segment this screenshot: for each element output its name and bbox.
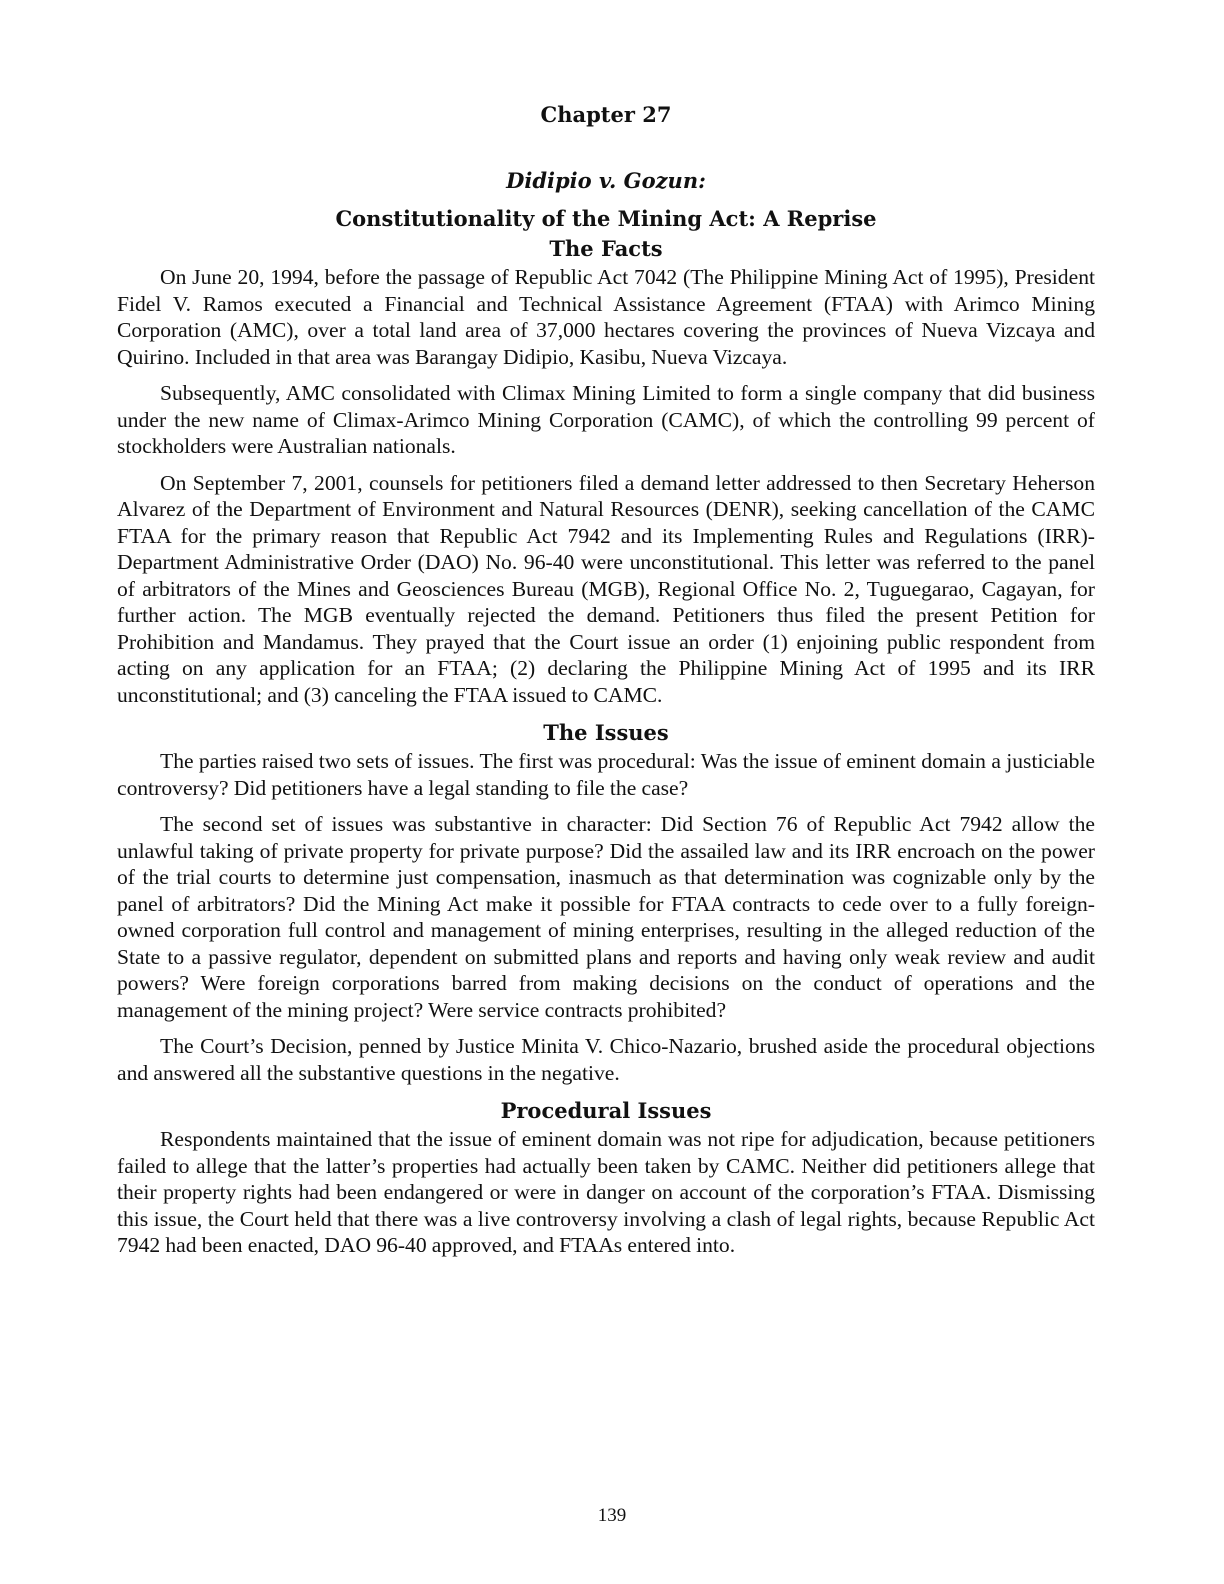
page-number: 139	[597, 1505, 627, 1526]
paragraph: On June 20, 1994, before the passage of Republic Act 7042 (The Philippine Mining Act of 1995), President Fidel V. Ramos executed a Financial and Technical Assistance Agreement (FTAA) with Arimco Mining Corporation (AMC), over a total land area of 37,000 hectares covering the provinces of Nueva Vizcaya and Quirino. Included in that area was Barangay Didipio, Kasibu, Nueva Vizcaya.	[117, 265, 1095, 369]
document-page	[117, 100, 1095, 1269]
chapter-label: Chapter 27	[540, 102, 672, 127]
paragraph: On September 7, 2001, counsels for petitioners filed a demand letter addressed to then Secretary Heherson Alvarez of the Department of Environment and Natural Resources (DENR), seeking cancellation of the CAMC FTAA for the primary reason that Republic Act 7942 and its Implementing Rules and Regulations (IRR)- Department Administrative Order (DAO) No. 96-40 were unconstitutional. This letter was referred to the panel of arbitrators of the Mines and Geosciences Bureau (MGB), Regional Office No. 2, Tuguegarao, Cagayan, for further action. The MGB eventually rejected the demand. Petitioners thus filed the present Petition for Prohibition and Mandamus. They prayed that the Court issue an order (1) enjoining public respondent from acting on any application for an FTAA; (2) declaring the Philippine Mining Act of 1995 and its IRR unconstitutional; and (3) canceling the FTAA issued to CAMC.	[117, 470, 1095, 707]
section-heading-issues: The Issues	[543, 720, 669, 745]
section-issues	[117, 718, 1095, 1086]
chapter-subtitle: Constitutionality of the Mining Act: A Reprise	[335, 206, 877, 231]
section-facts	[117, 234, 1095, 708]
paragraph: Respondents maintained that the issue of eminent domain was not ripe for adjudication, because petitioners failed to allege that the latter’s properties had actually been taken by CAMC. Neither did petitioners allege that their property rights had been endangered or were in danger on account of the corporation’s FTAA. Dismissing this issue, the Court held that there was a live controversy involving a clash of legal rights, because Republic Act 7942 had been enacted, DAO 96-40 approved, and FTAAs entered into.	[117, 1127, 1095, 1257]
paragraph: The second set of issues was substantive in character: Did Section 76 of Republic Act 7942 allow the unlawful taking of private property for private purpose? Did the assailed law and its IRR encroach on the power of the trial courts to determine just compensation, inasmuch as that determination was cognizable only by the panel of arbitrators? Did the Mining Act make it possible for FTAA contracts to cede over to a fully foreign-owned corporation full control and management of mining enterprises, resulting in the alleged reduction of the State to a passive regulator, dependent on submitted plans and reports and having only weak review and audit powers? Were foreign corporations barred from making decisions on the conduct of operations and the management of the mining project? Were service contracts prohibited?	[117, 812, 1095, 1022]
case-title: Didipio v. Gozun:	[506, 168, 706, 193]
section-heading-facts: The Facts	[549, 236, 663, 261]
paragraph: The parties raised two sets of issues. The first was procedural: Was the issue of eminent domain a justiciable controversy? Did petitioners have a legal standing to file the case?	[117, 749, 1095, 800]
paragraph: The Court’s Decision, penned by Justice Minita V. Chico-Nazario, brushed aside the procedural objections and answered all the substantive questions in the negative.	[117, 1034, 1095, 1085]
section-heading-procedural: Procedural Issues	[500, 1098, 712, 1123]
section-procedural-issues	[117, 1096, 1095, 1259]
paragraph: Subsequently, AMC consolidated with Climax Mining Limited to form a single company that did business under the new name of Climax-Arimco Mining Corporation (CAMC), of which the controlling 99 percent of stockholders were Australian nationals.	[117, 381, 1095, 458]
